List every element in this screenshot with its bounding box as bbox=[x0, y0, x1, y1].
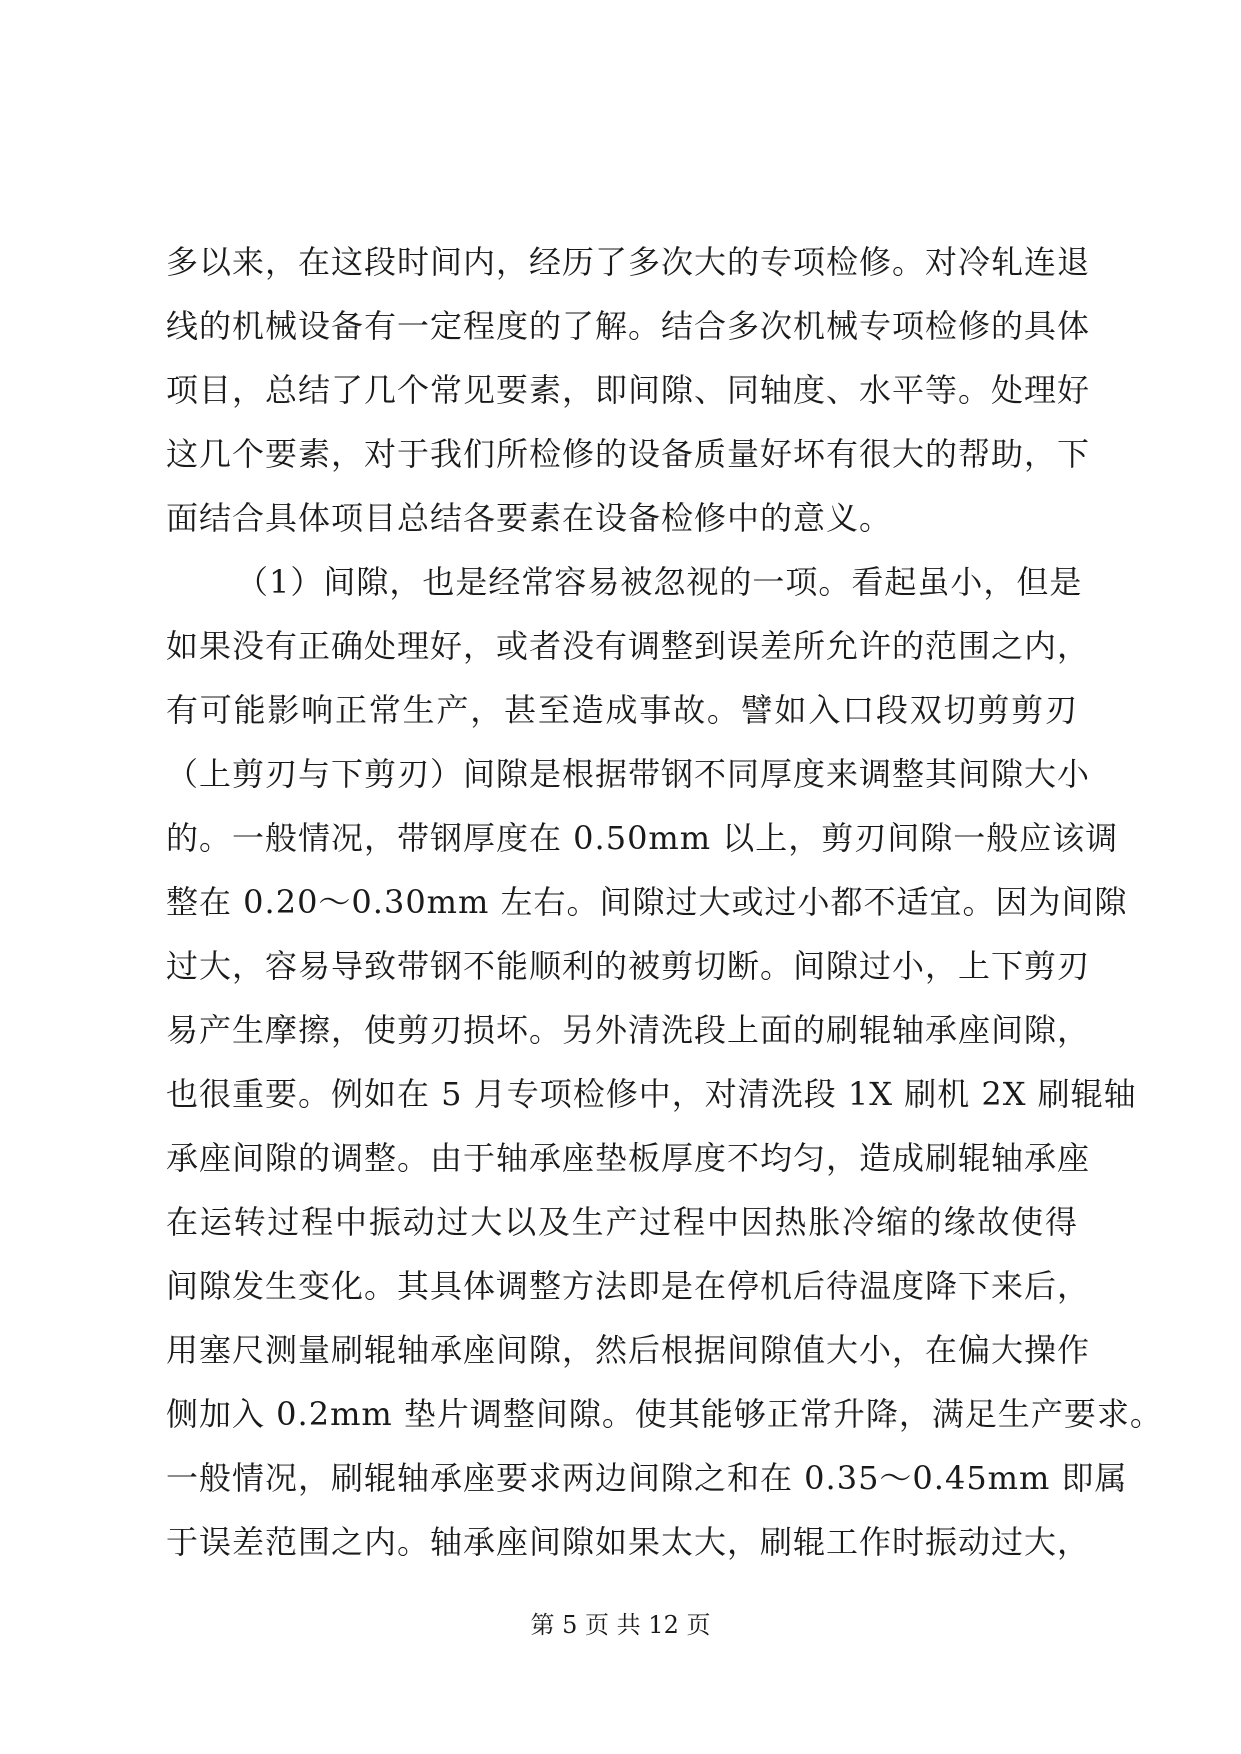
text-line: 一般情况，刷辊轴承座要求两边间隙之和在 0.35～0.45mm 即属 bbox=[166, 1459, 1128, 1497]
text-line: 线的机械设备有一定程度的了解。结合多次机械专项检修的具体 bbox=[166, 307, 1091, 345]
text-line: 面结合具体项目总结各要素在设备检修中的意义。 bbox=[166, 499, 893, 537]
text-line: 的。一般情况，带钢厚度在 0.50mm 以上，剪刃间隙一般应该调 bbox=[166, 819, 1119, 857]
page-number-footer: 第 5 页 共 12 页 bbox=[530, 1611, 711, 1639]
paragraph-start-line: （1）间隙，也是经常容易被忽视的一项。看起虽小，但是 bbox=[236, 563, 1083, 601]
text-line: 如果没有正确处理好，或者没有调整到误差所允许的范围之内， bbox=[166, 627, 1091, 665]
body-text bbox=[166, 230, 1163, 1574]
text-line: 在运转过程中振动过大以及生产过程中因热胀冷缩的缘故使得 bbox=[166, 1203, 1078, 1241]
text-line: 有可能影响正常生产，甚至造成事故。譬如入口段双切剪剪刃 bbox=[166, 691, 1078, 729]
text-line: 用塞尺测量刷辊轴承座间隙，然后根据间隙值大小，在偏大操作 bbox=[166, 1331, 1091, 1369]
text-line: 过大，容易导致带钢不能顺利的被剪切断。间隙过小，上下剪刃 bbox=[166, 947, 1091, 985]
text-line: 侧加入 0.2mm 垫片调整间隙。使其能够正常升降，满足生产要求。 bbox=[166, 1395, 1163, 1433]
text-line: 多以来，在这段时间内，经历了多次大的专项检修。对冷轧连退 bbox=[166, 243, 1091, 281]
text-line: 也很重要。例如在 5 月专项检修中，对清洗段 1X 刷机 2X 刷辊轴 bbox=[166, 1075, 1137, 1113]
text-line: （上剪刃与下剪刃）间隙是根据带钢不同厚度来调整其间隙大小 bbox=[166, 755, 1091, 793]
text-line: 承座间隙的调整。由于轴承座垫板厚度不均匀，造成刷辊轴承座 bbox=[166, 1139, 1091, 1177]
text-line: 易产生摩擦，使剪刃损坏。另外清洗段上面的刷辊轴承座间隙， bbox=[166, 1011, 1091, 1049]
text-line: 这几个要素，对于我们所检修的设备质量好坏有很大的帮助，下 bbox=[166, 435, 1091, 473]
text-line: 项目，总结了几个常见要素，即间隙、同轴度、水平等。处理好 bbox=[166, 371, 1091, 409]
text-line: 于误差范围之内。轴承座间隙如果太大，刷辊工作时振动过大， bbox=[166, 1523, 1091, 1561]
text-line: 间隙发生变化。其具体调整方法即是在停机后待温度降下来后， bbox=[166, 1267, 1091, 1305]
text-line: 整在 0.20～0.30mm 左右。间隙过大或过小都不适宜。因为间隙 bbox=[166, 883, 1128, 921]
